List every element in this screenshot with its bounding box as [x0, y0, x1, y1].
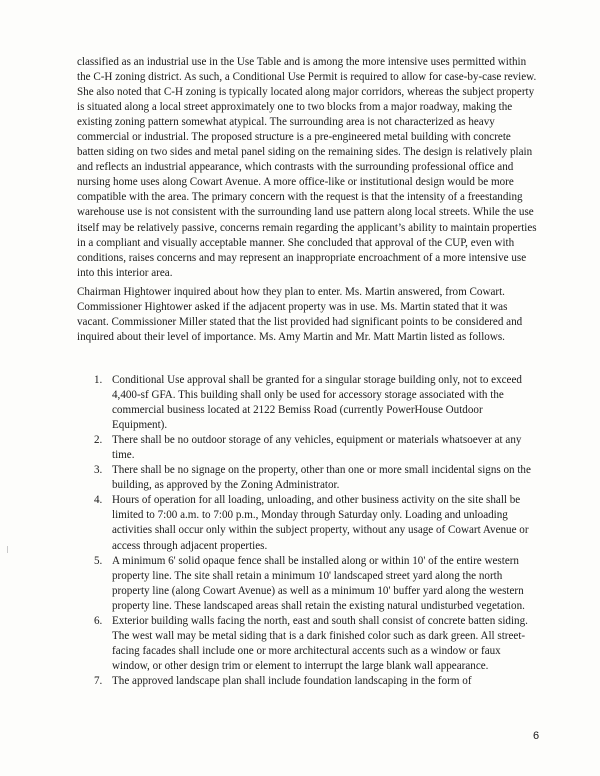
list-item-text: Exterior building walls facing the north, east and south shall consist of concrete batten siding. The west wall may be metal siding that is a dark finished color such as dark green. All street-facing facades shall include one or more architectural accents such as a window or faux window, or other design trim or element to interrupt the large blank wall appearance.: [112, 614, 528, 672]
list-item: [77, 614, 539, 674]
list-item: [77, 674, 539, 689]
scan-margin-mark: [7, 546, 8, 553]
list-item-number: 4.: [94, 494, 103, 507]
discussion-paragraph: Chairman Hightower inquired about how they plan to enter. Ms. Martin answered, from Cowart. Commissioner Hightower asked if the adjacent property was in use. Ms. Martin stated that it was vacant. Commissioner Miller stated that the list provided had significant points to be considered and inquired about their level of importance. Ms. Amy Martin and Mr. Matt Martin listed as follows.: [77, 286, 523, 344]
list-item: [77, 433, 539, 463]
conditions-list: [77, 373, 539, 689]
list-item-number: 1.: [94, 374, 103, 386]
list-item: [77, 373, 539, 433]
list-item-number: 7.: [94, 674, 103, 687]
list-item: [77, 463, 539, 493]
list-item-text: There shall be no outdoor storage of any vehicles, equipment or materials whatsoever at any time.: [112, 434, 522, 462]
list-item-text: Conditional Use approval shall be granted for a singular storage building only, not to exceed 4,400-sf GFA. This building shall only be used for accessory storage associated with the commercial business located at 2122 Bemiss Road (currently PowerHouse Outdoor Equipment).: [112, 374, 522, 432]
list-item-number: 5.: [94, 554, 103, 567]
list-item-number: 6.: [94, 614, 103, 627]
list-item: [77, 493, 539, 553]
list-item-number: 3.: [94, 464, 103, 477]
page-number: 6: [533, 730, 540, 742]
list-item-text: A minimum 6' solid opaque fence shall be installed along or within 10' of the entire western property line. The site shall retain a minimum 10' landscaped street yard along the north property line (along Cowart Avenue) as well as a minimum 10' buffer yard along the western property line. These landscaped areas shall retain the existing natural undisturbed vegetation.: [112, 554, 525, 612]
staff-findings-paragraph: classified as an industrial use in the Use Table and is among the more intensive uses permitted within the C-H zoning district. As such, a Conditional Use Permit is required to allow for case-by-case review. She also noted that C-H zoning is typically located along major corridors, whereas the subject property is situated along a local street approximately one to two blocks from a major roadway, making the existing zoning pattern somewhat atypical. The surrounding area is not characterized as heavy commercial or industrial. The proposed structure is a pre-engineered metal building with concrete batten siding on two sides and metal panel siding on the remaining sides. The design is relatively plain and reflects an industrial appearance, which contrasts with the surrounding professional office and nursing home uses along Cowart Avenue. A more office-like or institutional design would be more compatible with the area. The primary concern with the request is that the intensity of a freestanding warehouse use is not consistent with the surrounding land use pattern along local streets. While the use itself may be relatively passive, concerns remain regarding the applicant’s ability to maintain properties in a compliant and visually acceptable manner. She concluded that approval of the CUP, even with conditions, raises concerns and may represent an inappropriate encroachment of a more intensive use into this interior area.: [77, 56, 537, 279]
list-item-text: There shall be no signage on the property, other than one or more small incidental signs on the building, as approved by the Zoning Administrator.: [112, 464, 531, 492]
list-item: [77, 554, 539, 614]
list-item-number: 2.: [94, 434, 103, 447]
list-item-text: Hours of operation for all loading, unloading, and other business activity on the site shall be limited to 7:00 a.m. to 7:00 p.m., Monday through Saturday only. Loading and unloading activities shall occur only within the subject property, without any usage of Cowart Avenue or access through adjacent properties.: [112, 494, 529, 552]
list-item-text: The approved landscape plan shall include foundation landscaping in the form of: [112, 674, 472, 687]
